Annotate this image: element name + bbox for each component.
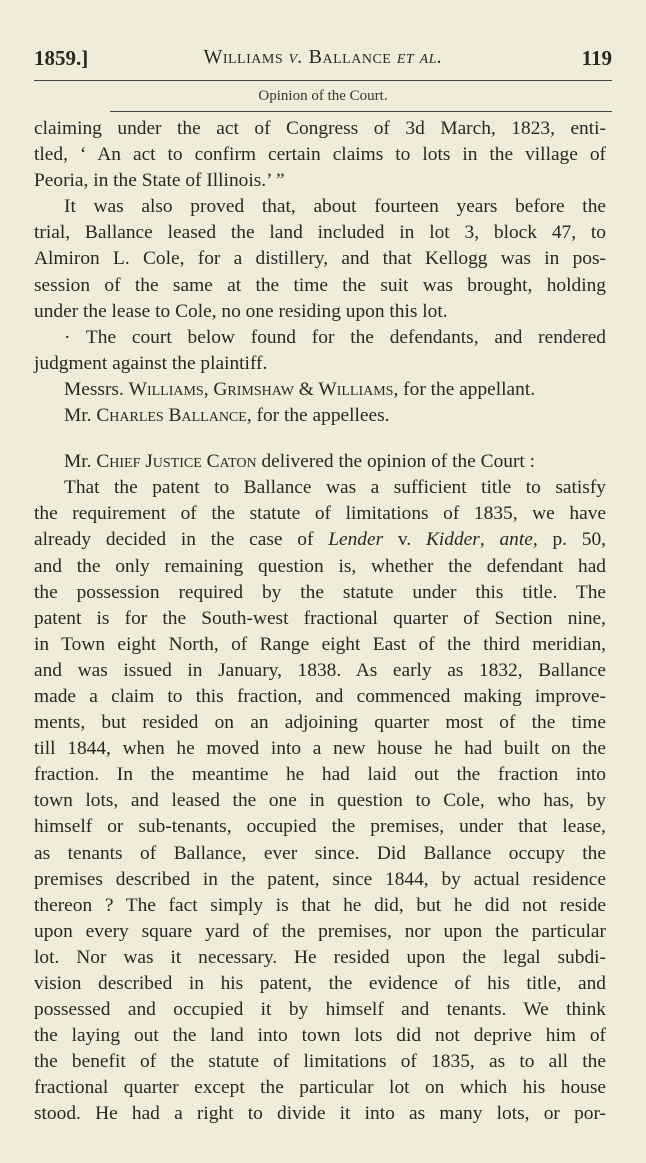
text-line: fraction. In the meantime he had laid out the fraction into [34,764,606,786]
text-line: session of the same at the time the suit was brought, holding [34,274,606,296]
header-rule [34,80,612,81]
text-line: Almiron L. Cole, for a distillery, and that Kellogg was in pos- [34,248,606,270]
text-line: That the patent to Ballance was a sufficient title to satisfy [64,477,606,499]
text-line: thereon ? The fact simply is that he did, but he did not reside [34,894,606,916]
text-line: judgment against the plaintiff. [34,352,268,374]
text-line: made a claim to this fraction, and commenced making improve- [34,685,606,707]
text-line: vision described in his patent, the evidence of his title, and [34,973,606,994]
header-defendant: Ballance [308,46,392,68]
text-line: Peoria, in the State of Illinois.’ ” [34,170,285,192]
text-line: lot. Nor was it necessary. He resided upon the legal subdi- [34,946,606,968]
text-line: the requirement of the statute of limitations of 1835, we have [34,503,606,525]
header-et-al: et al. [396,46,443,68]
header-year: 1859.] [34,46,89,70]
text-line: premises described in the patent, since 1844, by actual residence [34,868,606,890]
subheader-rule [110,111,612,112]
text-line: town lots, and leased the one in question to Cole, who has, by [34,790,606,812]
text-line: till 1844, when he moved into a new house he had built on the [34,738,606,760]
text-line: the possession required by the statute under this title. The [34,581,606,603]
opinion-intro-line: Mr. Chief Justice Caton delivered the opinion of the Court : [64,451,536,473]
text-line: stood. He had a right to divide it into as many lots, or por- [34,1103,606,1125]
text-line: ments, but resided on an adjoining quarter most of the time [34,712,606,734]
text-line: possessed and occupied it by himself and tenants. We think [34,999,606,1021]
text-line: and was issued in January, 1838. As early as 1832, Ballance [34,659,606,681]
text-line: patent is for the South-west fractional quarter of Section nine, [34,607,606,629]
section-subheader: Opinion of the Court. [258,88,388,104]
text-line: in Town eight North, of Range eight East of the third meridian, [34,633,606,655]
text-line: the benefit of the statute of limitations of 1835, as to all the [34,1051,606,1073]
text-line: as tenants of Ballance, ever since. Did Ballance occupy the [34,842,606,864]
counsel-line: Messrs. Williams, Grimshaw & Williams, for the appellant. [64,378,536,400]
text-line: · The court below found for the defendants, and rendered [64,326,606,348]
header-versus: v. [288,46,304,68]
text-line: upon every square yard of the premises, nor upon the particular [34,920,606,942]
text-line: It was also proved that, about fourteen years before the [64,196,606,218]
header-plaintiff: Williams [203,46,284,68]
text-line: the laying out the land into town lots did not deprive him of [34,1025,606,1047]
counsel-line: Mr. Charles Ballance, for the appellees. [64,405,390,427]
text-line: already decided in the case of Lender v. Kidder, ante, p. 50, [34,529,606,551]
header-case-title [34,46,612,69]
text-line: claiming under the act of Congress of 3d March, 1823, enti- [34,118,606,139]
text-line: tled, ‘ An act to confirm certain claims to lots in the village of [34,144,606,166]
text-line: trial, Ballance leased the land included in lot 3, block 47, to [34,222,606,244]
page-body [34,116,606,1128]
text-line: himself or sub-tenants, occupied the premises, under that lease, [34,816,606,838]
header-page-number: 119 [581,46,612,70]
text-line: under the lease to Cole, no one residing upon this lot. [34,300,448,322]
text-line: and the only remaining question is, whether the defendant had [34,555,606,577]
text-line: fractional quarter except the particular lot on which his house [34,1077,606,1099]
